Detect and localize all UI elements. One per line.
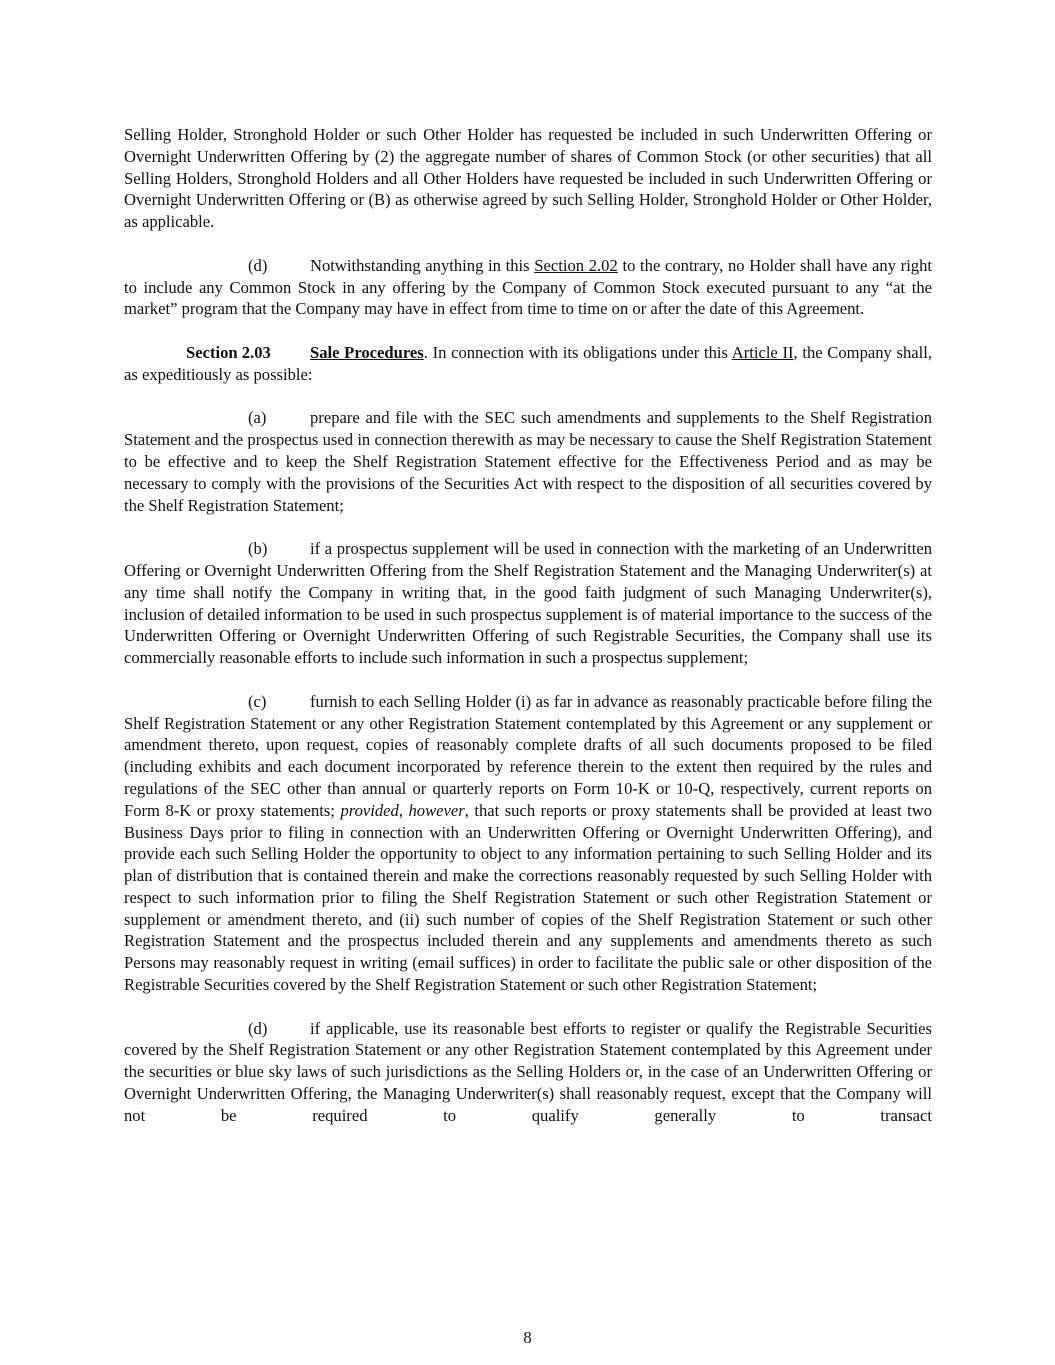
section-2-03-heading-paragraph	[124, 342, 932, 386]
clause-text: furnish to each Selling Holder (i) as far in advance as reasonably practicable before filing the Shelf Registration Statement or any other Registration Statement contemplated by this Agreement or any supplement or amendment thereto, upon request, copies of reasonably complete drafts of all such documents proposed to be filed (including exhibits and each document incorporated by reference therein to the extent then required by the rules and regulations of the SEC other than annual or quarterly reports on Form 10-K or 10-Q, respectively, current reports on Form 8-K or proxy statements;	[124, 691, 932, 820]
document-page	[124, 124, 932, 1148]
section-2-02-d-paragraph	[124, 255, 932, 320]
clause-label: (a)	[248, 408, 267, 428]
section-2-03-b-paragraph	[124, 538, 932, 669]
section-2-03-a-paragraph	[124, 407, 932, 516]
section-intro-text: , the Company shall, as expeditiously as possible:	[124, 342, 932, 384]
page-number: 8	[523, 1328, 532, 1347]
clause-label: (c)	[248, 691, 267, 711]
section-number: Section 2.03	[186, 342, 271, 362]
section-intro-text: . In connection with its obligations under this	[423, 342, 732, 362]
clause-text: if applicable, use its reasonable best efforts to register or qualify the Registrable Securities covered by the Shelf Registration Statement or any other Registration Statement contemplated by this Agreement under the securities or blue sky laws of such jurisdictions as the Selling Holders or, in the case of an Underwritten Offering or Overnight Underwritten Offering, the Managing Underwriter(s) shall reasonably request, except that the Company will not be required to qualify generally to transact	[124, 1018, 932, 1125]
section-title: Sale Procedures	[310, 342, 424, 362]
clause-text: ,	[398, 800, 409, 820]
clause-label: (d)	[248, 255, 268, 275]
italic-provided: provided	[340, 800, 399, 820]
clause-text: to the contrary, no Holder shall have any right to include any Common Stock in any offering by the Company of Common Stock executed pursuant to any “at the market” program that the Company may have in effect from time to time on or after the date of this Agreement.	[124, 255, 933, 319]
section-2-03-d-paragraph	[124, 1018, 932, 1127]
clause-text: if a prospectus supplement will be used in connection with the marketing of an Underwritten Offering or Overnight Underwritten Offering from the Shelf Registration Statement and the Managing Underwriter(s) at any time shall notify the Company in writing that, in the good faith judgment of such Managing Underwriter(s), inclusion of detailed information to be used in such prospectus supplement is of material importance to the success of the Underwritten Offering or Overnight Underwritten Offering of such Registrable Securities, the Company shall use its commercially reasonable efforts to include such information in such a prospectus supplement;	[124, 539, 932, 668]
clause-text: prepare and file with the SEC such amendments and supplements to the Shelf Registration Statement and the prospectus used in connection therewith as may be necessary to cause the Shelf Registration Statement to be effective and to keep the Shelf Registration Statement effective for the Effectiveness Period and as may be necessary to comply with the provisions of the Securities Act with respect to the disposition of all securities covered by the Shelf Registration Statement;	[124, 408, 932, 515]
italic-however: however	[408, 800, 465, 820]
clause-label: (b)	[248, 539, 268, 559]
clause-text: Notwithstanding anything in this	[310, 255, 535, 275]
clause-label: (d)	[248, 1018, 268, 1038]
clause-text: , that such reports or proxy statements shall be provided at least two Business Days prior to filing in connection with an Underwritten Offering or Overnight Underwritten Offering), and provide each such Selling Holder the opportunity to object to any information pertaining to such Selling Holder and its plan of distribution that is contained therein and make the corrections reasonably requested by such Selling Holder with respect to such information prior to filing the Shelf Registration Statement or such other Registration Statement or supplement or amendment thereto, and (ii) such number of copies of the Shelf Registration Statement or such other Registration Statement and the prospectus included therein and any supplements and amendments thereto as such Persons may reasonably request in writing (email suffices) in order to facilitate the public sale or other disposition of the Registrable Securities covered by the Shelf Registration Statement or such other Registration Statement;	[124, 800, 933, 995]
section-2-03-c-paragraph	[124, 691, 932, 996]
section-2-02-reference: Section 2.02	[534, 255, 618, 275]
continuation-paragraph: Selling Holder, Stronghold Holder or such Other Holder has requested be included in such Underwritten Offering or Overnight Underwritten Offering by (2) the aggregate number of shares of Common Stock (or other securities) that all Selling Holders, Stronghold Holders and all Other Holders have requested be included in such Underwritten Offering or Overnight Underwritten Offering or (B) as otherwise agreed by such Selling Holder, Stronghold Holder or Other Holder, as applicable.	[124, 125, 932, 232]
article-ii-reference: Article II	[731, 342, 794, 362]
